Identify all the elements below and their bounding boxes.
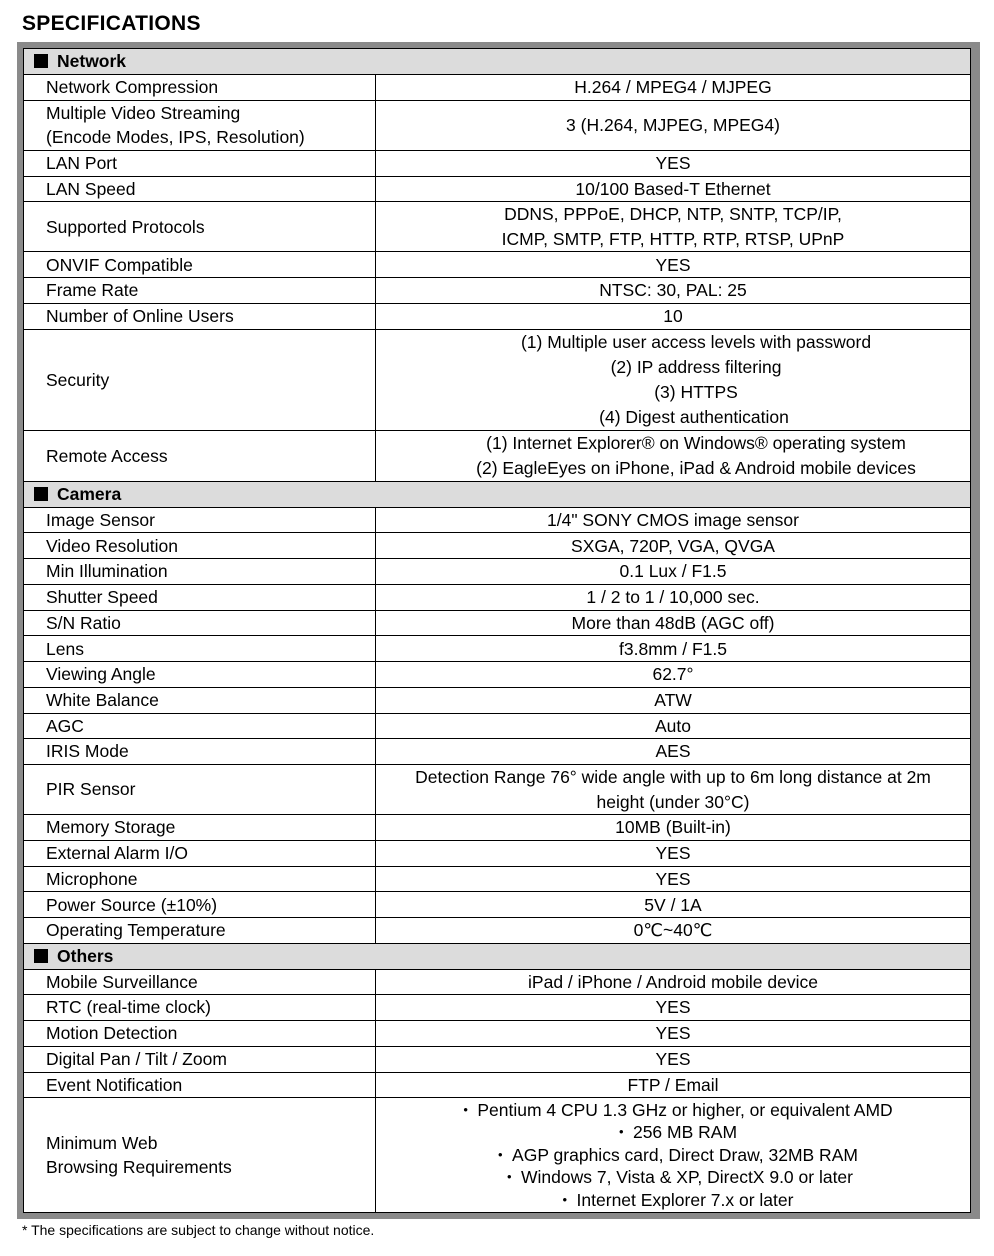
spec-value: FTP / Email xyxy=(376,1072,971,1098)
spec-value: 10 xyxy=(376,303,971,329)
spec-value: More than 48dB (AGC off) xyxy=(376,610,971,636)
spec-row xyxy=(24,150,971,176)
spec-row xyxy=(24,1021,971,1047)
list-item: (3) HTTPS xyxy=(654,381,738,402)
list-item: • 256 MB RAM xyxy=(618,1122,738,1143)
spec-label: Network Compression xyxy=(24,75,376,101)
spec-value: YES xyxy=(376,252,971,278)
spec-row xyxy=(24,739,971,765)
spec-label: AGC xyxy=(24,713,376,739)
spec-label: Power Source (±10%) xyxy=(24,892,376,918)
spec-label: Digital Pan / Tilt / Zoom xyxy=(24,1046,376,1072)
spec-value: 62.7° xyxy=(376,662,971,688)
spec-label: Supported Protocols xyxy=(24,202,376,252)
spec-value: NTSC: 30, PAL: 25 xyxy=(376,278,971,304)
footnote: * The specifications are subject to change without notice. xyxy=(22,1222,375,1238)
spec-label: Lens xyxy=(24,636,376,662)
spec-value: Auto xyxy=(376,713,971,739)
spec-row xyxy=(24,252,971,278)
spec-row xyxy=(24,918,971,944)
spec-label: Shutter Speed xyxy=(24,584,376,610)
spec-label: Event Notification xyxy=(24,1072,376,1098)
list-item: (1) Internet Explorer® on Windows® operating system xyxy=(486,432,906,453)
spec-label: Image Sensor xyxy=(24,507,376,533)
spec-label: Frame Rate xyxy=(24,278,376,304)
spec-row xyxy=(24,100,971,150)
spec-row xyxy=(24,840,971,866)
spec-label: PIR Sensor xyxy=(24,765,376,815)
spec-row xyxy=(24,1046,971,1072)
spec-label: ONVIF Compatible xyxy=(24,252,376,278)
section-header-network xyxy=(24,49,971,75)
spec-row xyxy=(24,765,971,815)
spec-value: 0℃~40℃ xyxy=(376,918,971,944)
spec-row xyxy=(24,559,971,585)
page-title: SPECIFICATIONS xyxy=(22,12,201,35)
spec-row xyxy=(24,75,971,101)
spec-row xyxy=(24,969,971,995)
spec-label: Security xyxy=(24,329,376,430)
spec-label: Motion Detection xyxy=(24,1021,376,1047)
spec-row xyxy=(24,507,971,533)
section-header-others xyxy=(24,943,971,969)
square-bullet-icon xyxy=(34,54,48,68)
square-bullet-icon xyxy=(34,949,48,963)
list-item: • Windows 7, Vista & XP, DirectX 9.0 or later xyxy=(507,1167,853,1188)
spec-label: Viewing Angle xyxy=(24,662,376,688)
spec-row xyxy=(24,329,971,430)
list-item: (4) Digest authentication xyxy=(599,406,789,427)
spec-value: H.264 / MPEG4 / MJPEG xyxy=(376,75,971,101)
spec-value: YES xyxy=(376,840,971,866)
spec-row xyxy=(24,610,971,636)
section-header-camera xyxy=(24,482,971,508)
spec-label: External Alarm I/O xyxy=(24,840,376,866)
spec-row xyxy=(24,815,971,841)
bullet-icon: • xyxy=(463,1101,468,1117)
spec-value: Detection Range 76° wide angle with up to 6m long distance at 2m height (under 30°C) xyxy=(376,765,971,815)
section-title: Network xyxy=(57,51,127,72)
spec-label: IRIS Mode xyxy=(24,739,376,765)
spec-value: YES xyxy=(376,150,971,176)
spec-label: Min Illumination xyxy=(24,559,376,585)
spec-value: 1/4" SONY CMOS image sensor xyxy=(376,507,971,533)
spec-row xyxy=(24,662,971,688)
spec-row xyxy=(24,713,971,739)
list-item: (1) Multiple user access levels with password xyxy=(520,331,872,352)
spec-label: Microphone xyxy=(24,866,376,892)
spec-row xyxy=(24,430,971,481)
spec-row xyxy=(24,995,971,1021)
spec-label: Multiple Video Streaming (Encode Modes, IPS, Resolution) xyxy=(24,100,376,150)
spec-label: Memory Storage xyxy=(24,815,376,841)
list-item: (2) EagleEyes on iPhone, iPad & Android mobile devices xyxy=(476,457,916,478)
list-item: (2) IP address filtering xyxy=(610,356,782,377)
spec-value-list xyxy=(376,430,971,481)
bullet-icon: • xyxy=(562,1192,568,1208)
spec-row xyxy=(24,636,971,662)
spec-value-list xyxy=(376,329,971,430)
bullet-icon: • xyxy=(498,1146,503,1162)
spec-table xyxy=(23,48,971,1213)
spec-label: Minimum Web Browsing Requirements xyxy=(24,1098,376,1213)
spec-value: 10/100 Based-T Ethernet xyxy=(376,176,971,202)
spec-label: White Balance xyxy=(24,687,376,713)
spec-row xyxy=(24,533,971,559)
spec-value: 10MB (Built-in) xyxy=(376,815,971,841)
spec-value: YES xyxy=(376,866,971,892)
spec-label: Operating Temperature xyxy=(24,918,376,944)
list-item: • AGP graphics card, Direct Draw, 32MB RAM xyxy=(498,1144,858,1165)
spec-row xyxy=(24,1072,971,1098)
spec-row xyxy=(24,892,971,918)
spec-value: YES xyxy=(376,1046,971,1072)
spec-label: Number of Online Users xyxy=(24,303,376,329)
spec-value: 0.1 Lux / F1.5 xyxy=(376,559,971,585)
spec-row xyxy=(24,584,971,610)
list-item: • Internet Explorer 7.x or later xyxy=(562,1190,794,1211)
spec-label: Mobile Surveillance xyxy=(24,969,376,995)
spec-row xyxy=(24,176,971,202)
section-title: Others xyxy=(57,945,114,966)
bullet-icon: • xyxy=(507,1169,512,1185)
spec-row xyxy=(24,202,971,252)
spec-value: SXGA, 720P, VGA, QVGA xyxy=(376,533,971,559)
spec-table-frame xyxy=(17,42,980,1219)
spec-label: Remote Access xyxy=(24,430,376,481)
spec-value: f3.8mm / F1.5 xyxy=(376,636,971,662)
spec-row xyxy=(24,687,971,713)
spec-row xyxy=(24,303,971,329)
spec-value: 1 / 2 to 1 / 10,000 sec. xyxy=(376,584,971,610)
spec-value: AES xyxy=(376,739,971,765)
list-item: • Pentium 4 CPU 1.3 GHz or higher, or equivalent AMD xyxy=(463,1099,893,1120)
section-title: Camera xyxy=(57,484,122,505)
spec-label: Video Resolution xyxy=(24,533,376,559)
spec-value: ATW xyxy=(376,687,971,713)
spec-label: RTC (real-time clock) xyxy=(24,995,376,1021)
spec-label: LAN Speed xyxy=(24,176,376,202)
spec-value: 3 (H.264, MJPEG, MPEG4) xyxy=(376,100,971,150)
spec-value: iPad / iPhone / Android mobile device xyxy=(376,969,971,995)
bullet-icon: • xyxy=(618,1124,624,1140)
spec-label: LAN Port xyxy=(24,150,376,176)
spec-row xyxy=(24,1098,971,1213)
spec-label: S/N Ratio xyxy=(24,610,376,636)
spec-value: YES xyxy=(376,1021,971,1047)
spec-row xyxy=(24,278,971,304)
spec-value: YES xyxy=(376,995,971,1021)
spec-value: DDNS, PPPoE, DHCP, NTP, SNTP, TCP/IP, ICMP, SMTP, FTP, HTTP, RTP, RTSP, UPnP xyxy=(376,202,971,252)
spec-row xyxy=(24,866,971,892)
spec-value-bullets xyxy=(376,1098,971,1213)
spec-value: 5V / 1A xyxy=(376,892,971,918)
square-bullet-icon xyxy=(34,487,48,501)
